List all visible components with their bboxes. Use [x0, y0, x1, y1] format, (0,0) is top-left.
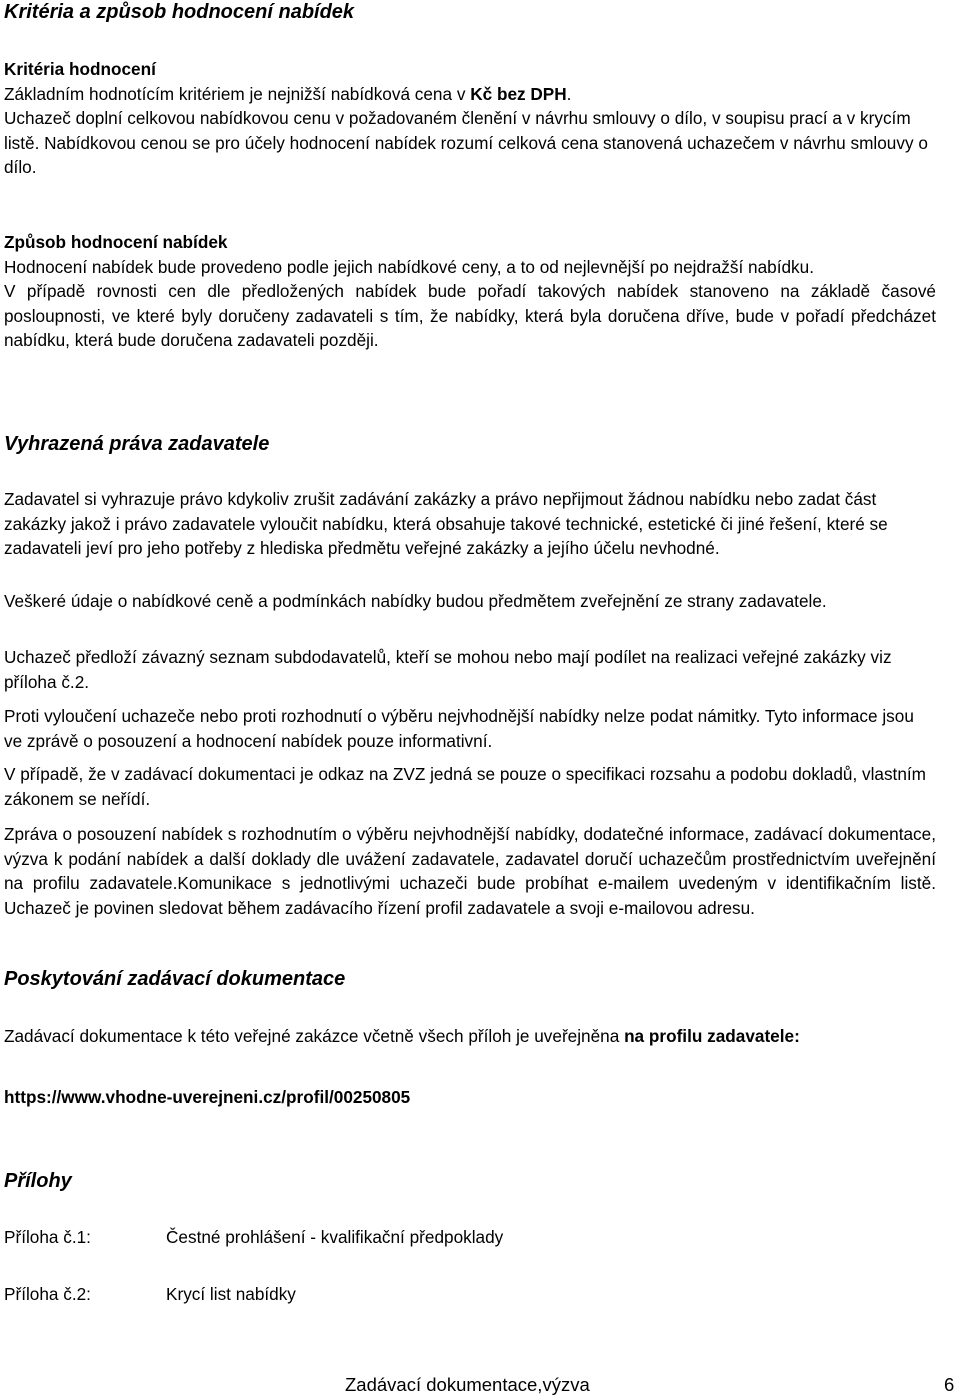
- attachment-1-text: Čestné prohlášení - kvalifikační předpoklady: [166, 1227, 504, 1247]
- rights-paragraph-1: Zadavatel si vyhrazuje právo kdykoliv zrušit zadávání zakázky a právo nepřijmout žádnou nabídku nebo zadat část zakázky jakož i právo zadavatele vyloučit nabídku, která obsahuje takové technické, estetické či jiné řešení, které se zadavateli jeví pro jeho potřeby z hlediska předmětu veřejné zakázky a jejího účelu nevhodné.: [4, 489, 888, 559]
- documentation-text: Zadávací dokumentace k této veřejné zakázce včetně všech příloh je uveřejněna: [4, 1026, 625, 1046]
- evaluation-block: [4, 230, 936, 353]
- documentation-paragraph: [4, 1024, 936, 1049]
- attachment-2-label: Příloha č.2:: [4, 1284, 91, 1304]
- evaluation-paragraph: Hodnocení nabídek bude provedeno podle jejich nabídkové ceny, a to od nejlevnější po nejdražší nabídku.: [4, 256, 814, 277]
- tie-paragraph: V případě rovnosti cen dle předložených nabídek bude pořadí takových nabídek stanoveno na základě časové posloupnosti, ve které byly doručeny zadavateli s tím, že nabídky, která byla doručena dříve, bude v pořadí předcházet nabídku, která bude doručena zadavateli později.: [4, 281, 936, 351]
- attachment-1-label: Příloha č.1:: [4, 1227, 91, 1247]
- criteria-block: [4, 57, 936, 180]
- profile-url-link[interactable]: https://www.vhodne-uverejneni.cz/profil/00250805: [4, 1087, 411, 1107]
- rights-paragraph-5: V případě, že v zadávací dokumentaci je odkaz na ZVZ jedná se pouze o specifikaci rozsahu a podobu dokladů, vlastním zákonem se neřídí.: [4, 764, 926, 809]
- rights-paragraph-4: Proti vyloučení uchazeče nebo proti rozhodnutí o výběru nejvhodnější nabídky nelze podat námitky. Tyto informace jsou ve zprávě o posouzení a hodnocení nabídek pouze informativní.: [4, 706, 914, 751]
- page-number: 6: [944, 1374, 955, 1395]
- rights-paragraph-6: Zpráva o posouzení nabídek s rozhodnutím o výběru nejvhodnější nabídky, dodatečné informace, zadávací dokumentace, výzva k podání nabídek a další doklady dle uvážení zadavatele, zadavatel doručí uchazečům prostřednictvím uveřejnění na profilu zadavatele.Komunikace s jednotlivými uchazeči bude probíhat e-mailem uvedeným v identifikačním listě. Uchazeč je povinen sledovat během zadávacího řízení profil zadavatele a svoji e-mailovou adresu.: [4, 824, 936, 918]
- documentation-profile: na profilu zadavatele:: [624, 1026, 800, 1046]
- criteria-paragraph: [4, 82, 936, 107]
- rights-paragraph-3: Uchazeč předloží závazný seznam subdodavatelů, kteří se mohou nebo mají podílet na realizaci veřejné zakázky viz příloha č.2.: [4, 647, 892, 692]
- criteria-currency: Kč bez DPH: [470, 83, 567, 104]
- criteria-end: .: [566, 83, 572, 104]
- page-footer: Zadávací dokumentace,výzva: [345, 1374, 590, 1395]
- rights-paragraph-2: Veškeré údaje o nabídkové ceně a podmínkách nabídky budou předmětem zveřejnění ze strany zadavatele.: [4, 591, 827, 611]
- section-title-rights: Vyhrazená práva zadavatele: [4, 433, 270, 455]
- price-paragraph: Uchazeč doplní celkovou nabídkovou cenu v požadovaném členění v návrhu smlouvy o dílo, v soupisu prací a v krycím listě. Nabídkovou cenou se pro účely hodnocení nabídek rozumí celková cena stanovená uchazečem v návrhu smlouvy o dílo.: [4, 108, 928, 178]
- attachment-2-text: Krycí list nabídky: [166, 1284, 296, 1304]
- section-title-attachments: Přílohy: [4, 1170, 72, 1192]
- section-title-criteria: Kritéria a způsob hodnocení nabídek: [4, 1, 355, 23]
- criteria-text: Základním hodnotícím kritériem je nejnižší nabídková cena v: [4, 83, 471, 104]
- subheading-criteria: Kritéria hodnocení: [4, 59, 156, 79]
- section-title-documentation: Poskytování zadávací dokumentace: [4, 968, 346, 990]
- subheading-evaluation: Způsob hodnocení nabídek: [4, 232, 228, 252]
